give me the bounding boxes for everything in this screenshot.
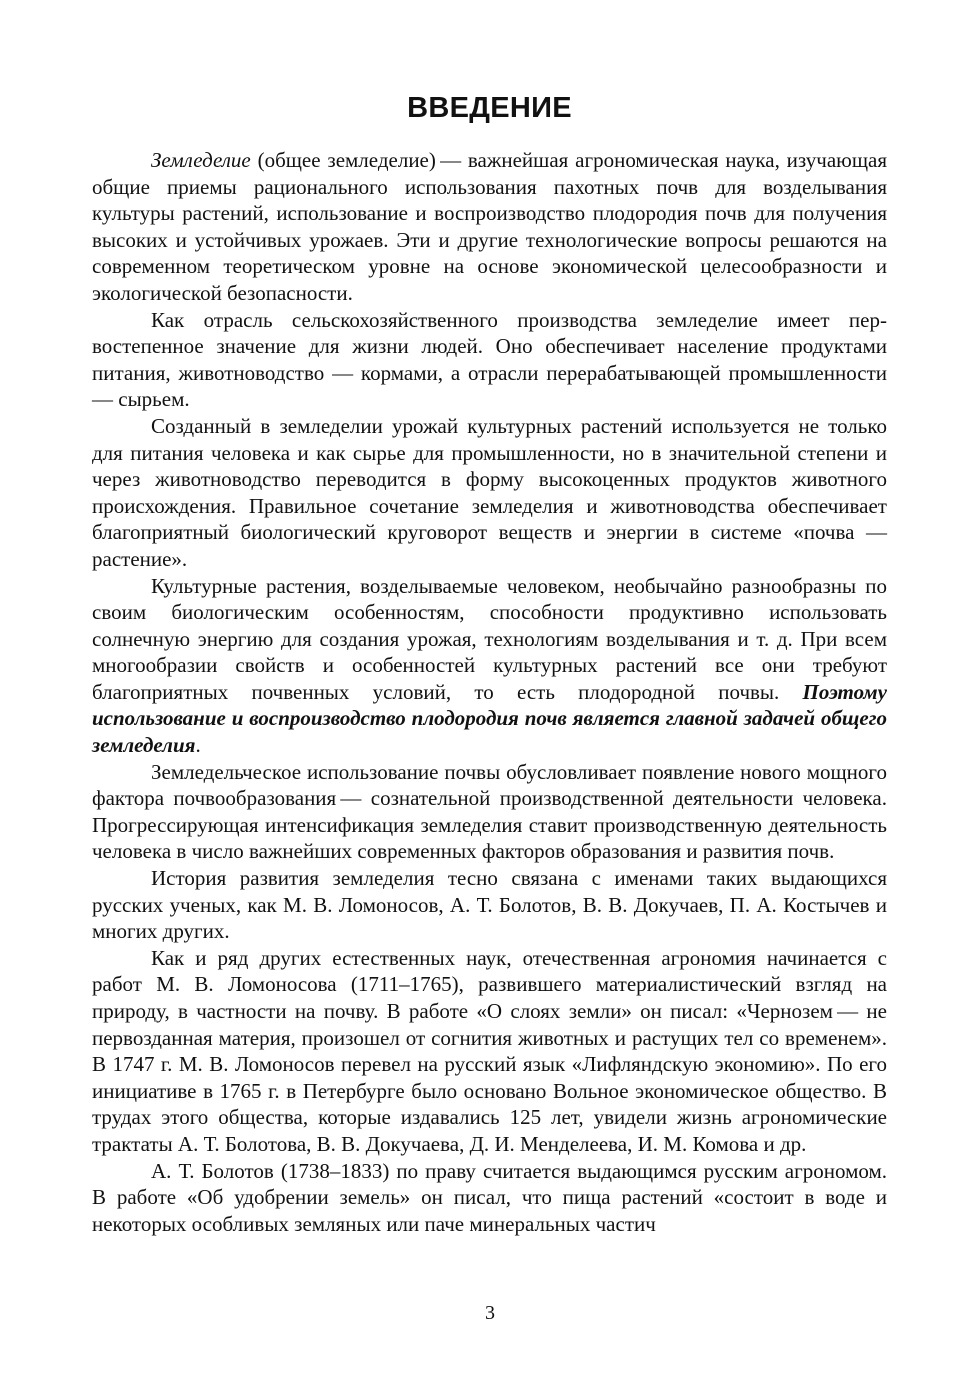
paragraph-8: А. Т. Болотов (1738–1833) по праву считается выдающимся русским агрономом. В работе «Об удобрении земель» он писал, что пища растений «состоит в воде и некоторых особливых земляных или паче минеральных частич	[92, 1158, 887, 1236]
paragraph-5: Земледельческое использование почвы обусловливает появление нового мощного фактора почвообразования — сознательной производственной деятельности человека. Прогрессирующая интенсификация земледелия ставит производственную деятельность человека в число важнейших современных факторов образования и развития почв.	[92, 759, 887, 864]
page-title: ВВЕДЕНИЕ	[407, 92, 572, 124]
document-page	[92, 88, 887, 1237]
paragraph-2: Как отрасль сельскохозяйственного производства земледелие имеет первостепенное значение для жизни людей. Оно обеспечивает население продуктами питания, животноводство — кормами, а отрасли перерабатывающей промышленности — сырьем.	[92, 307, 887, 412]
paragraph-text: (общее земледелие) — важнейшая агрономическая наука, изучающая общие приемы рационального использования пахотных почв для возделывания культуры растений, использование и воспроизводство плодородия почв для получения высоких и устойчивых урожаев. Эти и другие технологические вопросы решаются на современном теоретическом уровне на основе экономической целесообразности и экологической безопасности.	[92, 148, 887, 305]
paragraph-tail: .	[195, 733, 201, 758]
paragraph-3: Созданный в земледелии урожай культурных растений используется не только для питания человека и как сырье для промышленности, но в значительной степени и через животноводство переводится в форму высокоценных продуктов животного происхождения. Правильное сочетание земледелия и животноводства обеспечивает благоприятный биологический круговорот веществ и энергии в системе «почва — растение».	[92, 413, 887, 571]
paragraph-1	[92, 147, 887, 307]
paragraph-4	[92, 573, 887, 759]
defined-term: Земледелие	[151, 148, 251, 172]
paragraph-text: Культурные растения, возделываемые человеком, необычайно разнообразны по своим биологическим особенностям, способности продуктивно использовать солнечную энергию для создания урожая, технологиям возделывания и т. д. При всем многообразии свойств и особенностей культурных растений все они требуют благоприятных почвенных условий, то есть плодородной почвы.	[92, 573, 887, 704]
key-statement: Поэтому использование и воспроизводство плодородия почв является главной задачей общего земледелия	[92, 679, 887, 758]
paragraph-6: История развития земледелия тесно связана с именами таких выдающихся русских ученых, как М. В. Ломоносов, А. Т. Болотов, В. В. Докучаев, П. А. Костычев и многих других.	[92, 866, 887, 944]
paragraph-7: Как и ряд других естественных наук, отечественная агрономия начинается с работ М. В. Ломоносова (1711–1765), развившего материалистический взгляд на природу, в частности на почву. В работе «О слоях земли» он писал: «Чернозем — не первозданная материя, произошел от согнития животных и растущих тел со временем». В 1747 г. М. В. Ломоносов перевел на русский язык «Лифляндскую экономию». По его инициативе в 1765 г. в Петербурге было основано Вольное экономическое общество. В трудах этого общества, которые издавались 125 лет, увидели жизнь агрономические трактаты А. Т. Болотова, В. В. Докучаева, Д. И. Менделеева, И. М. Комова и др.	[92, 945, 887, 1156]
page-number: 3	[485, 1302, 495, 1324]
